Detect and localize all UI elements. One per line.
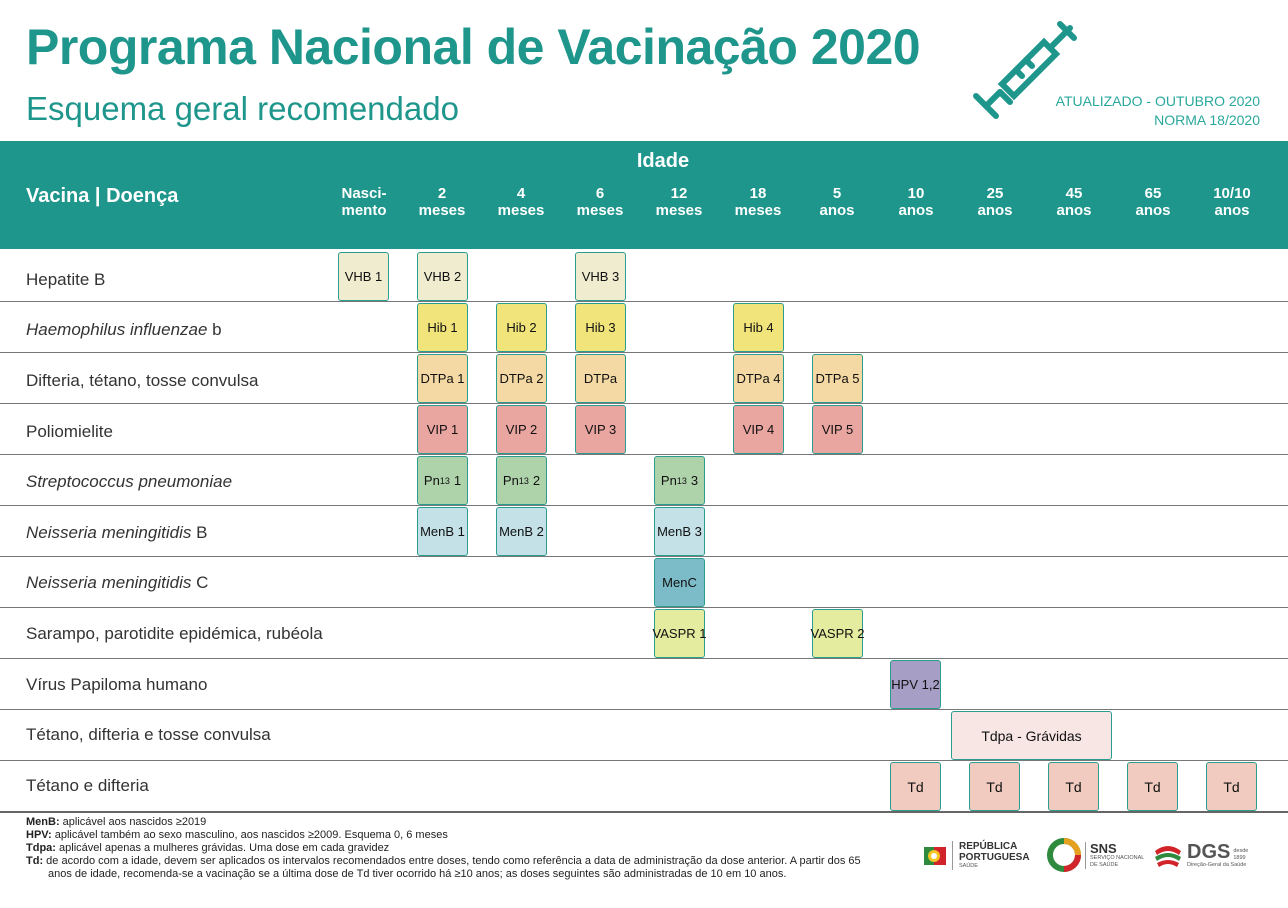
dose-hib-3: Hib 3 xyxy=(575,303,626,352)
age-header-nascimento: Nasci- mento xyxy=(341,185,387,219)
dose-pn13-3: Pn 13 3 xyxy=(654,456,705,505)
vacina-column-header: Vacina | Doença xyxy=(26,185,179,207)
dose-vip-5: VIP 5 xyxy=(812,405,863,454)
row-divider xyxy=(0,454,1288,455)
row-label-tdpa: Tétano, difteria e tosse convulsa xyxy=(26,725,271,744)
row-divider xyxy=(0,352,1288,353)
row-label-poliomielite: Poliomielite xyxy=(26,422,113,441)
row-label-meningitidis-c: Neisseria meningitidis C xyxy=(26,573,209,592)
row-label-meningitidis-b: Neisseria meningitidis B xyxy=(26,523,208,542)
dose-td-45a: Td xyxy=(1048,762,1099,811)
sns-emblem-icon xyxy=(1047,838,1081,872)
dose-dtpa-4: DTPa 4 xyxy=(733,354,784,403)
dgs-logo: DGS desde 1899 Direção-Geral da Saúde xyxy=(1153,838,1248,872)
age-header-2m: 2 meses xyxy=(418,185,466,219)
dgs-emblem-icon xyxy=(1153,841,1183,869)
dose-hib-1: Hib 1 xyxy=(417,303,468,352)
dose-menb-1: MenB 1 xyxy=(417,507,468,556)
dose-td-10-10a: Td xyxy=(1206,762,1257,811)
dose-dtpa-3: DTPa xyxy=(575,354,626,403)
age-header-6m: 6 meses xyxy=(576,185,624,219)
age-header-10a: 10 anos xyxy=(898,185,934,219)
coat-of-arms-icon xyxy=(924,841,946,869)
row-divider xyxy=(0,301,1288,302)
row-divider xyxy=(0,505,1288,506)
dose-pn13-1: Pn 13 1 xyxy=(417,456,468,505)
footnote-td: Td: de acordo com a idade, devem ser aplicados os intervalos recomendados entre doses, tendo como referência a data de administração da dose anterior. A partir dos 65 anos de idade, recomenda-se a vacinação se a última dose de Td tiver ocorrido há ≥10 anos; as doses seguintes são administradas de 10 em 10 anos. xyxy=(26,855,861,880)
age-header-10-10a: 10/10 anos xyxy=(1213,185,1251,219)
footnote-hpv: HPV: aplicável também ao sexo masculino, aos nascidos ≥2009. Esquema 0, 6 meses xyxy=(26,829,448,841)
dose-vip-4: VIP 4 xyxy=(733,405,784,454)
dose-hib-4: Hib 4 xyxy=(733,303,784,352)
row-label-haemophilus: Haemophilus influenzae b xyxy=(26,320,222,339)
dose-menb-2: MenB 2 xyxy=(496,507,547,556)
age-header-65a: 65 anos xyxy=(1135,185,1171,219)
dose-menb-3: MenB 3 xyxy=(654,507,705,556)
dose-hib-2: Hib 2 xyxy=(496,303,547,352)
age-header-12m: 12 meses xyxy=(655,185,703,219)
age-header-25a: 25 anos xyxy=(977,185,1013,219)
dose-vip-3: VIP 3 xyxy=(575,405,626,454)
dose-vip-2: VIP 2 xyxy=(496,405,547,454)
row-label-sarampo: Sarampo, parotidite epidémica, rubéola xyxy=(26,624,323,643)
page-title: Programa Nacional de Vacinação 2020 xyxy=(26,19,921,75)
age-header-18m: 18 meses xyxy=(734,185,782,219)
row-divider xyxy=(0,760,1288,761)
dose-tdpa-gravidas: Tdpa - Grávidas xyxy=(951,711,1112,760)
dose-hpv: HPV 1,2 xyxy=(890,660,941,709)
row-divider xyxy=(0,607,1288,608)
footnote-tdpa: Tdpa: aplicável apenas a mulheres grávidas. Uma dose em cada gravidez xyxy=(26,842,390,854)
row-label-hpv: Vírus Papiloma humano xyxy=(26,675,208,694)
row-divider xyxy=(0,709,1288,710)
row-divider xyxy=(0,658,1288,659)
row-label-hepatite-b: Hepatite B xyxy=(26,270,106,289)
page-subtitle: Esquema geral recomendado xyxy=(26,90,459,127)
dose-td-25a: Td xyxy=(969,762,1020,811)
row-label-difteria: Difteria, tétano, tosse convulsa xyxy=(26,371,259,390)
dose-td-10a: Td xyxy=(890,762,941,811)
sns-logo: SNS SERVIÇO NACIONAL DE SAÚDE xyxy=(1047,838,1144,872)
footnote-menb: MenB: aplicável aos nascidos ≥2019 xyxy=(26,816,207,828)
age-header-45a: 45 anos xyxy=(1056,185,1092,219)
norma-ref: NORMA 18/2020 xyxy=(1154,112,1260,128)
dose-pn13-2: Pn 13 2 xyxy=(496,456,547,505)
dose-td-65a: Td xyxy=(1127,762,1178,811)
dose-vhb-2: VHB 2 xyxy=(417,252,468,301)
dose-vaspr-2: VASPR 2 xyxy=(812,609,863,658)
dose-dtpa-2: DTPa 2 xyxy=(496,354,547,403)
table-bottom-border xyxy=(0,811,1288,813)
dose-vhb-3: VHB 3 xyxy=(575,252,626,301)
dose-menc: MenC xyxy=(654,558,705,607)
row-label-td: Tétano e difteria xyxy=(26,776,149,795)
idade-header: Idade xyxy=(636,150,690,172)
dose-dtpa-5: DTPa 5 xyxy=(812,354,863,403)
dose-vhb-1: VHB 1 xyxy=(338,252,389,301)
dose-vaspr-1: VASPR 1 xyxy=(654,609,705,658)
dose-vip-1: VIP 1 xyxy=(417,405,468,454)
republica-portuguesa-logo: REPÚBLICA PORTUGUESA SAÚDE xyxy=(924,838,1030,872)
row-divider xyxy=(0,403,1288,404)
age-header-4m: 4 meses xyxy=(497,185,545,219)
update-info xyxy=(1056,92,1260,130)
dose-dtpa-1: DTPa 1 xyxy=(417,354,468,403)
footnotes xyxy=(26,816,886,881)
row-divider xyxy=(0,556,1288,557)
update-date: ATUALIZADO - OUTUBRO 2020 xyxy=(1055,93,1260,109)
row-label-streptococcus: Streptococcus pneumoniae xyxy=(26,472,233,491)
age-header-5a: 5 anos xyxy=(819,185,855,219)
